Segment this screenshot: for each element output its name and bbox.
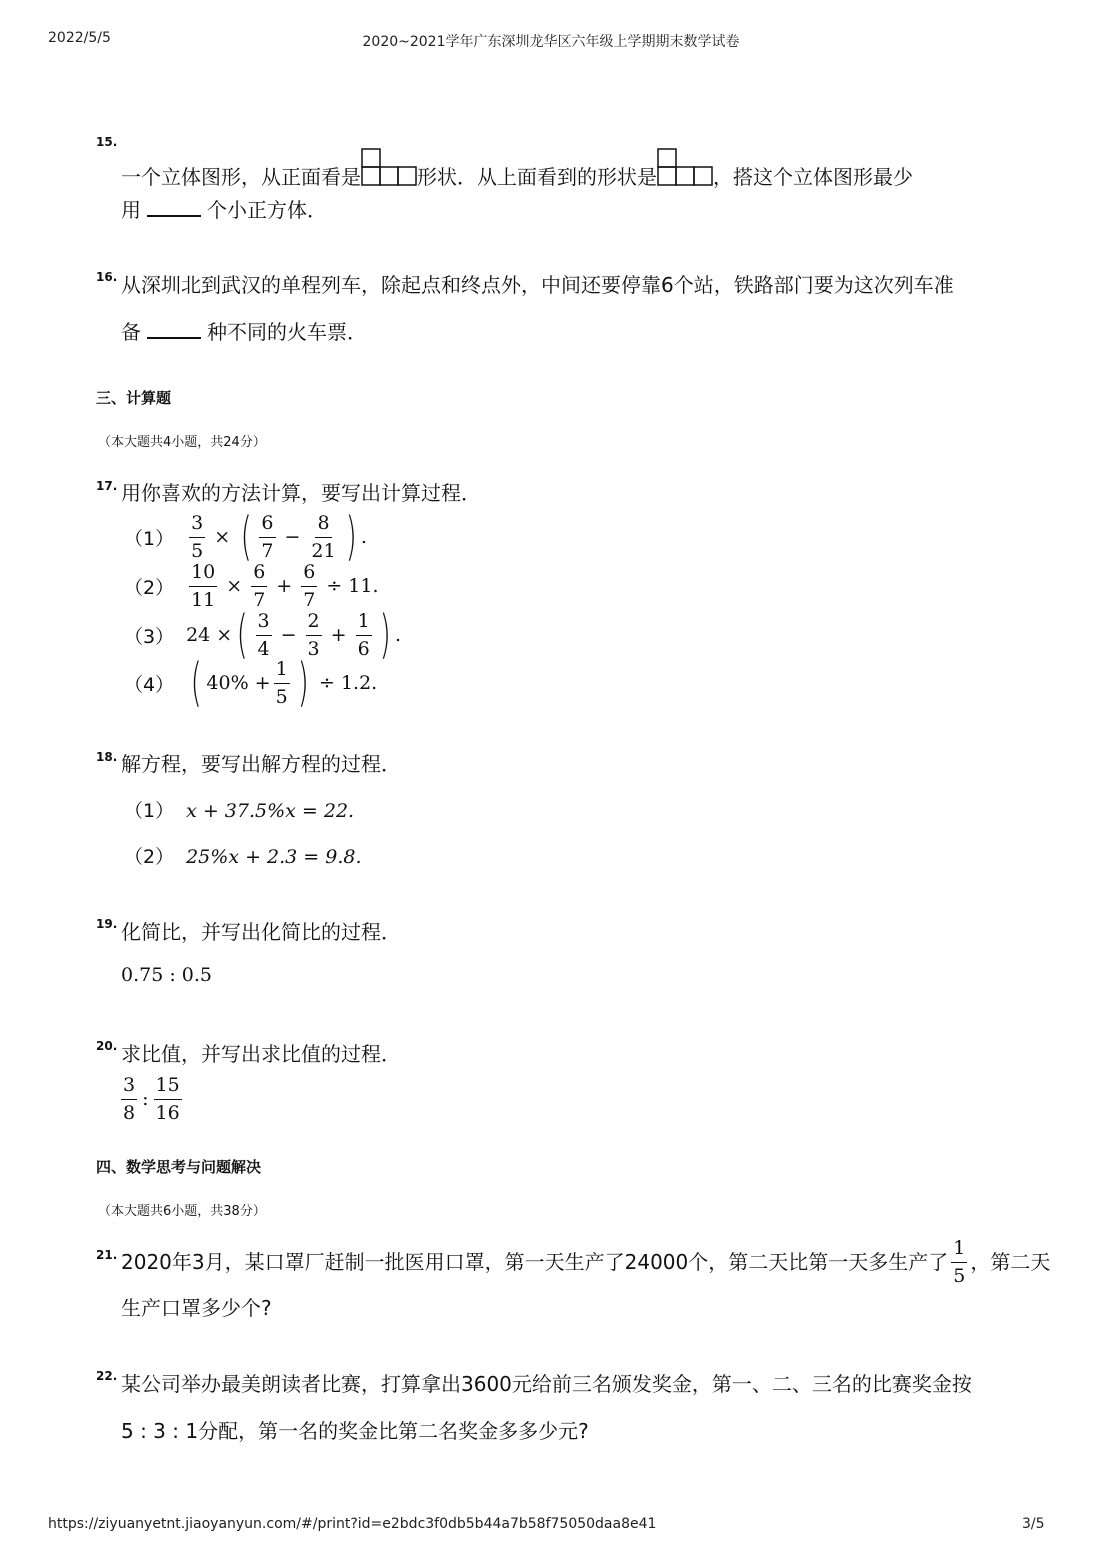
answer-blank[interactable]	[147, 319, 201, 339]
right-paren: )	[379, 605, 391, 665]
question-16-line1: 从深圳北到武汉的单程列车，除起点和终点外，中间还要停靠6个站，铁路部门要为这次列车准	[121, 273, 954, 297]
q19-expression: 0.75 : 0.5	[121, 964, 213, 986]
right-paren: )	[345, 507, 357, 567]
section-title: 四、数学思考与问题解决	[96, 1158, 262, 1176]
top-view-shape-icon	[657, 148, 713, 188]
question-20-text: 求比值，并写出求比值的过程．	[121, 1042, 401, 1066]
fraction: $\frac{6}{7}$	[261, 511, 274, 562]
answer-blank[interactable]	[147, 197, 201, 217]
left-paren: (	[240, 507, 252, 567]
q20-expression: $\frac{3}{8}$ : $\frac{15}{16}$	[123, 1073, 180, 1124]
section-title: 三、计算题	[96, 389, 172, 407]
question-22-line2: 5 : 3 : 1分配，第一名的奖金比第二名奖金多多少元?	[121, 1419, 589, 1443]
q17-sub4: （4） ( 40% + $\frac{1}{5}$ ) ÷ 1.2.	[124, 653, 378, 713]
q18-sub2: （2） 25%x + 2.3 = 9.8.	[124, 846, 362, 868]
left-paren: (	[236, 605, 248, 665]
left-paren: (	[190, 653, 202, 713]
fraction: $\frac{3}{8}$	[123, 1073, 136, 1124]
print-date: 2022/5/5	[48, 30, 111, 46]
fraction: $\frac{6}{7}$	[253, 560, 266, 611]
question-number: 16.	[96, 270, 118, 284]
fraction: $\frac{6}{7}$	[303, 560, 316, 611]
fraction: $\frac{15}{16}$	[155, 1073, 180, 1124]
question-19-text: 化简比，并写出化简比的过程．	[121, 920, 401, 944]
question-18-text: 解方程，要写出解方程的过程．	[121, 752, 401, 776]
question-17-text: 用你喜欢的方法计算，要写出计算过程．	[121, 481, 481, 505]
fraction: $\frac{1}{5}$	[275, 657, 288, 708]
question-16-line2: 备 种不同的火车票．	[121, 320, 367, 344]
question-15-line2: 用 个小正方体．	[121, 198, 327, 222]
fraction: $\frac{10}{11}$	[191, 560, 216, 611]
q17-sub2: （2） $\frac{10}{11}$ × $\frac{6}{7}$ + $\frac{6}{7}$ ÷ 11.	[124, 560, 379, 611]
question-15-line1: 一个立体图形，从正面看是 形状．从上面看到的形状是 ，搭这个立体图形最少	[121, 148, 913, 190]
question-22-line1: 某公司举办最美朗读者比赛，打算拿出3600元给前三名颁发奖金，第一、二、三名的比赛奖金按	[121, 1372, 972, 1396]
fraction: $\frac{1}{6}$	[357, 609, 370, 660]
question-number: 19.	[96, 917, 118, 931]
question-number: 18.	[96, 750, 118, 764]
question-number: 22.	[96, 1369, 118, 1383]
q18-sub1: （1） x + 37.5%x = 22.	[124, 800, 355, 822]
right-paren: )	[297, 653, 309, 713]
fraction: $\frac{8}{21}$	[311, 511, 336, 562]
question-number: 15.	[96, 135, 118, 149]
section-note: （本大题共4小题，共24分）	[98, 435, 266, 450]
fraction: $\frac{2}{3}$	[307, 609, 320, 660]
q17-sub1: （1） $\frac{3}{5}$ × ( $\frac{6}{7}$ − $\frac{8}{21}$ ) .	[124, 507, 367, 567]
front-view-shape-icon	[361, 148, 417, 188]
page-url: https://ziyuanyetnt.jiaoyanyun.com/#/print?id=e2bdc3f0db5b44a7b58f75050daa8e41	[48, 1516, 657, 1532]
question-21-line1: 2020年3月，某口罩厂赶制一批医用口罩，第一天生产了24000个，第二天比第一天多生产了 $\frac{1}{5}$ ，第二天	[121, 1236, 1051, 1287]
fraction: $\frac{1}{5}$	[953, 1236, 966, 1287]
question-21-line2: 生产口罩多少个?	[121, 1296, 272, 1320]
q17-sub3: （3） 24 × ( $\frac{3}{4}$ − $\frac{2}{3}$ + $\frac{1}{6}$ ) .	[124, 605, 401, 665]
section-note: （本大题共6小题，共38分）	[98, 1204, 266, 1219]
question-number: 21.	[96, 1248, 118, 1262]
fraction: $\frac{3}{4}$	[257, 609, 270, 660]
page-number: 3/5	[1022, 1516, 1045, 1532]
document-title: 2020~2021学年广东深圳龙华区六年级上学期期末数学试卷	[362, 34, 740, 50]
question-number: 20.	[96, 1039, 118, 1053]
fraction: $\frac{3}{5}$	[191, 511, 204, 562]
question-number: 17.	[96, 479, 118, 493]
